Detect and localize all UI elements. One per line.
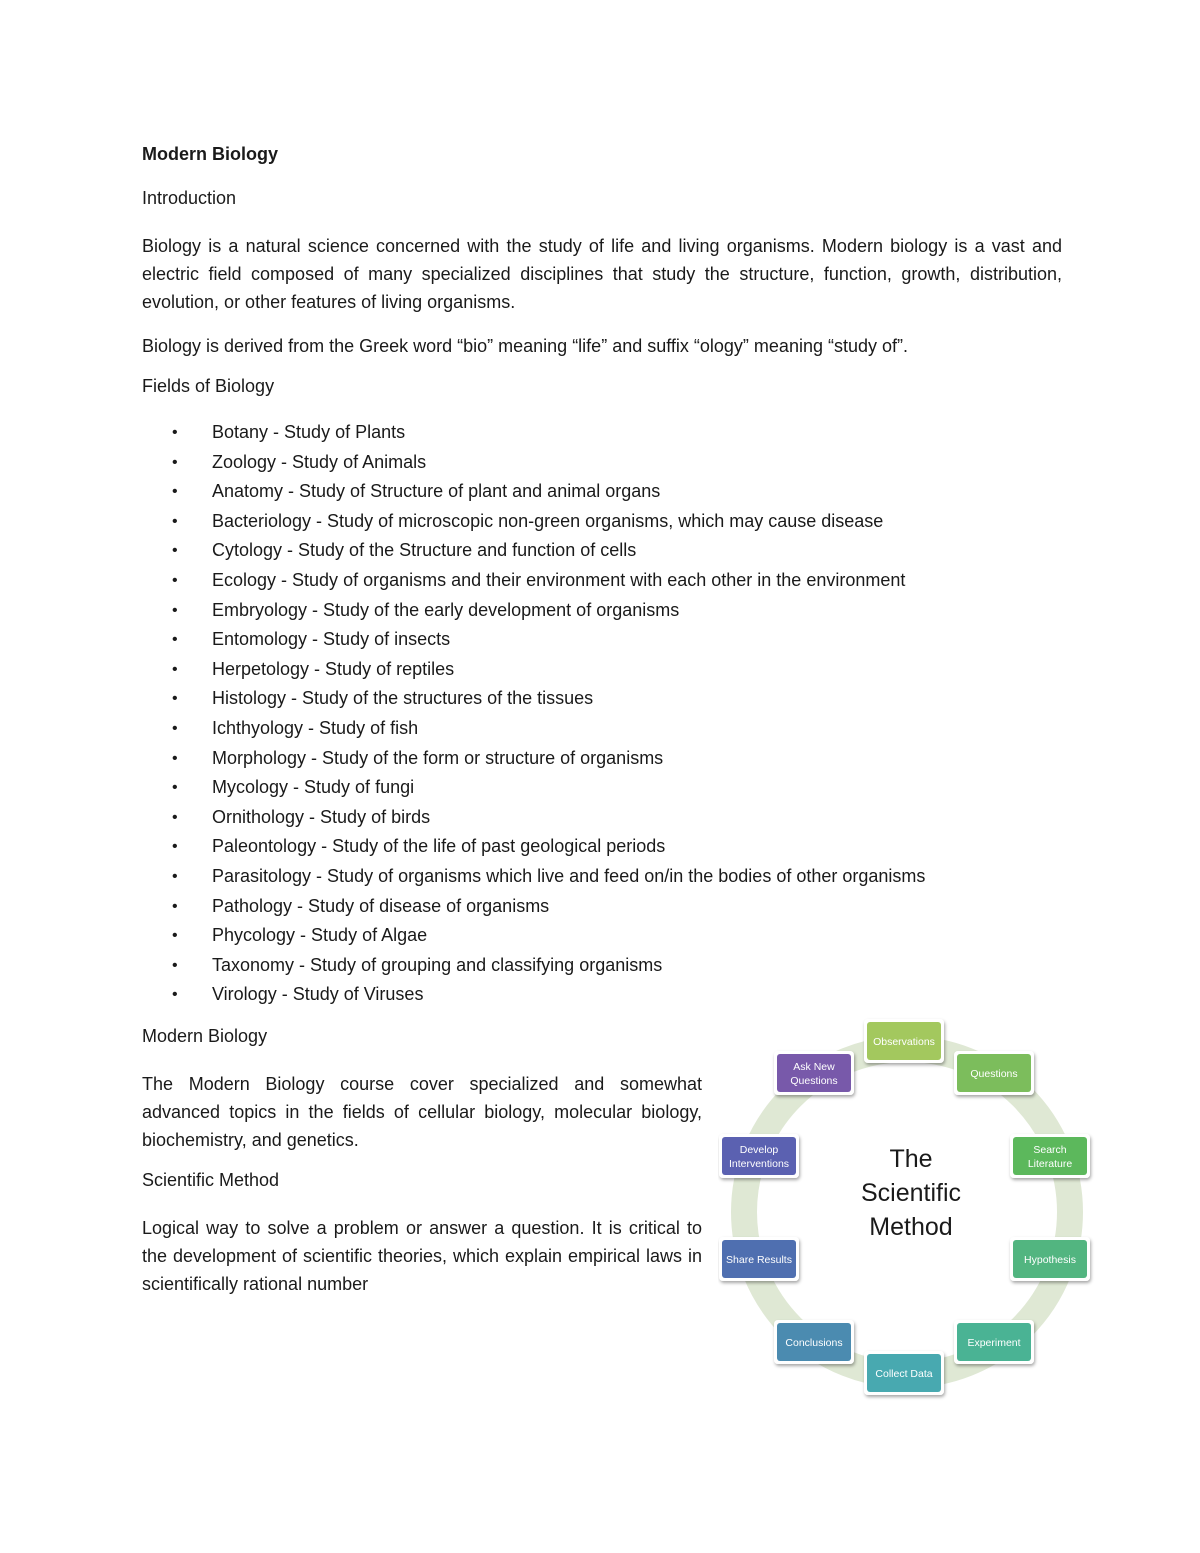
list-item-text: Zoology - Study of Animals — [212, 451, 427, 472]
list-item — [142, 448, 1062, 478]
list-item — [142, 832, 1062, 862]
list-item-text: Pathology - Study of disease of organisms — [212, 895, 550, 916]
list-item-text: Entomology - Study of insects — [212, 629, 451, 650]
list-item — [142, 803, 1062, 833]
bullet-icon: • — [172, 779, 178, 797]
list-item-text: Ecology - Study of organisms and their environment with each other in the environment — [212, 569, 906, 590]
bullet-icon: • — [172, 749, 178, 767]
cycle-step — [1010, 1134, 1090, 1178]
diagram-title-line: Scientific — [860, 1179, 962, 1207]
bullet-icon: • — [172, 927, 178, 945]
list-item-text: Histology - Study of the structures of the tissues — [212, 688, 594, 709]
list-item-text: Ichthyology - Study of fish — [212, 717, 419, 738]
cycle-step-label: Develop — [739, 1144, 779, 1156]
bullet-icon: • — [172, 808, 178, 826]
bullet-icon: • — [172, 838, 178, 856]
bullet-icon: • — [172, 660, 178, 678]
cycle-step-label: Observations — [873, 1036, 935, 1048]
scientific-method-diagram — [718, 1015, 1096, 1405]
cycle-step-label: Search — [1033, 1144, 1067, 1156]
document-title: Modern Biology — [142, 144, 278, 164]
list-item-text: Bacteriology - Study of microscopic non-green organisms, which may cause disease — [212, 510, 884, 531]
list-item — [142, 536, 1062, 566]
cycle-step-label: Literature — [1027, 1158, 1073, 1170]
introduction-heading: Introduction — [142, 188, 237, 208]
cycle-step — [719, 1237, 799, 1281]
list-item-text: Morphology - Study of the form or structure of organisms — [212, 747, 664, 768]
cycle-step — [719, 1134, 799, 1178]
bullet-icon: • — [172, 690, 178, 708]
cycle-step-label: Questions — [970, 1068, 1018, 1080]
list-item — [142, 477, 1062, 507]
list-item — [142, 744, 1062, 774]
diagram-title-line: The — [889, 1145, 933, 1173]
cycle-step — [864, 1351, 944, 1395]
bullet-icon: • — [172, 512, 178, 530]
bullet-icon: • — [172, 897, 178, 915]
list-item-text: Mycology - Study of fungi — [212, 777, 415, 798]
list-item-text: Anatomy - Study of Structure of plant and animal organs — [212, 481, 661, 502]
list-item — [142, 921, 1062, 951]
cycle-step-label: Share Results — [726, 1254, 792, 1266]
list-item — [142, 625, 1062, 655]
bullet-icon: • — [172, 453, 178, 471]
list-item-text: Taxonomy - Study of grouping and classifying organisms — [212, 954, 663, 975]
list-item — [142, 684, 1062, 714]
cycle-step — [954, 1320, 1034, 1364]
bullet-icon: • — [172, 719, 178, 737]
cycle-step-label: Experiment — [967, 1337, 1021, 1349]
list-item — [142, 951, 1062, 981]
cycle-step-label: Collect Data — [875, 1368, 933, 1380]
cycle-step — [864, 1019, 944, 1063]
scientific-method-heading: Scientific Method — [142, 1169, 280, 1190]
bullet-icon: • — [172, 867, 178, 885]
list-item-text: Cytology - Study of the Structure and function of cells — [212, 540, 637, 561]
bullet-icon: • — [172, 601, 178, 619]
bullet-icon: • — [172, 956, 178, 974]
list-item — [142, 714, 1062, 744]
fields-heading: Fields of Biology — [142, 376, 275, 396]
list-item — [142, 655, 1062, 685]
bullet-icon: • — [172, 483, 178, 501]
list-item — [142, 596, 1062, 626]
diagram-title — [861, 1145, 961, 1241]
cycle-step — [774, 1320, 854, 1364]
list-item-text: Paleontology - Study of the life of past geological periods — [212, 836, 666, 857]
modern-biology-paragraph: The Modern Biology course cover specialized and somewhat advanced topics in the fields of cellular biology, molecular biology, biochemistry, and genetics. — [142, 1073, 702, 1150]
list-item-text: Phycology - Study of Algae — [212, 925, 428, 946]
cycle-step — [774, 1051, 854, 1095]
bullet-icon: • — [172, 542, 178, 560]
list-item-text: Ornithology - Study of birds — [212, 806, 431, 827]
cycle-step-label: Ask New — [793, 1061, 835, 1073]
etymology-paragraph: Biology is derived from the Greek word “bio” meaning “life” and suffix “ology” meaning “study of”. — [142, 336, 909, 356]
list-item — [142, 892, 1062, 922]
cycle-step-label: Questions — [790, 1075, 838, 1087]
fields-list — [142, 418, 1062, 1010]
cycle-step-label: Hypothesis — [1024, 1254, 1076, 1266]
diagram-title-line: Method — [869, 1213, 953, 1241]
list-item — [142, 566, 1062, 596]
list-item — [142, 980, 1062, 1010]
cycle-step — [954, 1051, 1034, 1095]
cycle-step-label: Conclusions — [785, 1337, 843, 1349]
introduction-paragraph: Biology is a natural science concerned with the study of life and living organisms. Modern biology is a vast and electric field composed of many specialized disciplines that study the structure, function, growth, distribution, evolution, or other features of living organisms. — [142, 236, 1062, 312]
bullet-icon: • — [172, 631, 178, 649]
list-item-text: Virology - Study of Viruses — [212, 984, 424, 1005]
list-item — [142, 773, 1062, 803]
list-item-text: Botany - Study of Plants — [212, 422, 406, 442]
cycle-step-label: Interventions — [728, 1158, 790, 1170]
list-item-text: Parasitology - Study of organisms which live and feed on/in the bodies of other organisms — [212, 865, 926, 886]
scientific-method-paragraph: Logical way to solve a problem or answer a question. It is critical to the development of scientific theories, which explain empirical laws in scientifically rational number — [142, 1217, 702, 1294]
list-item-text: Herpetology - Study of reptiles — [212, 658, 455, 679]
list-item — [142, 507, 1062, 537]
bullet-icon: • — [172, 424, 178, 441]
cycle-steps — [719, 1019, 1090, 1395]
modern-biology-heading: Modern Biology — [142, 1025, 268, 1046]
cycle-step — [1010, 1237, 1090, 1281]
bullet-icon: • — [172, 571, 178, 589]
bullet-icon: • — [172, 986, 178, 1004]
list-item-text: Embryology - Study of the early development of organisms — [212, 599, 680, 620]
list-item — [142, 418, 1062, 448]
list-item — [142, 862, 1062, 892]
